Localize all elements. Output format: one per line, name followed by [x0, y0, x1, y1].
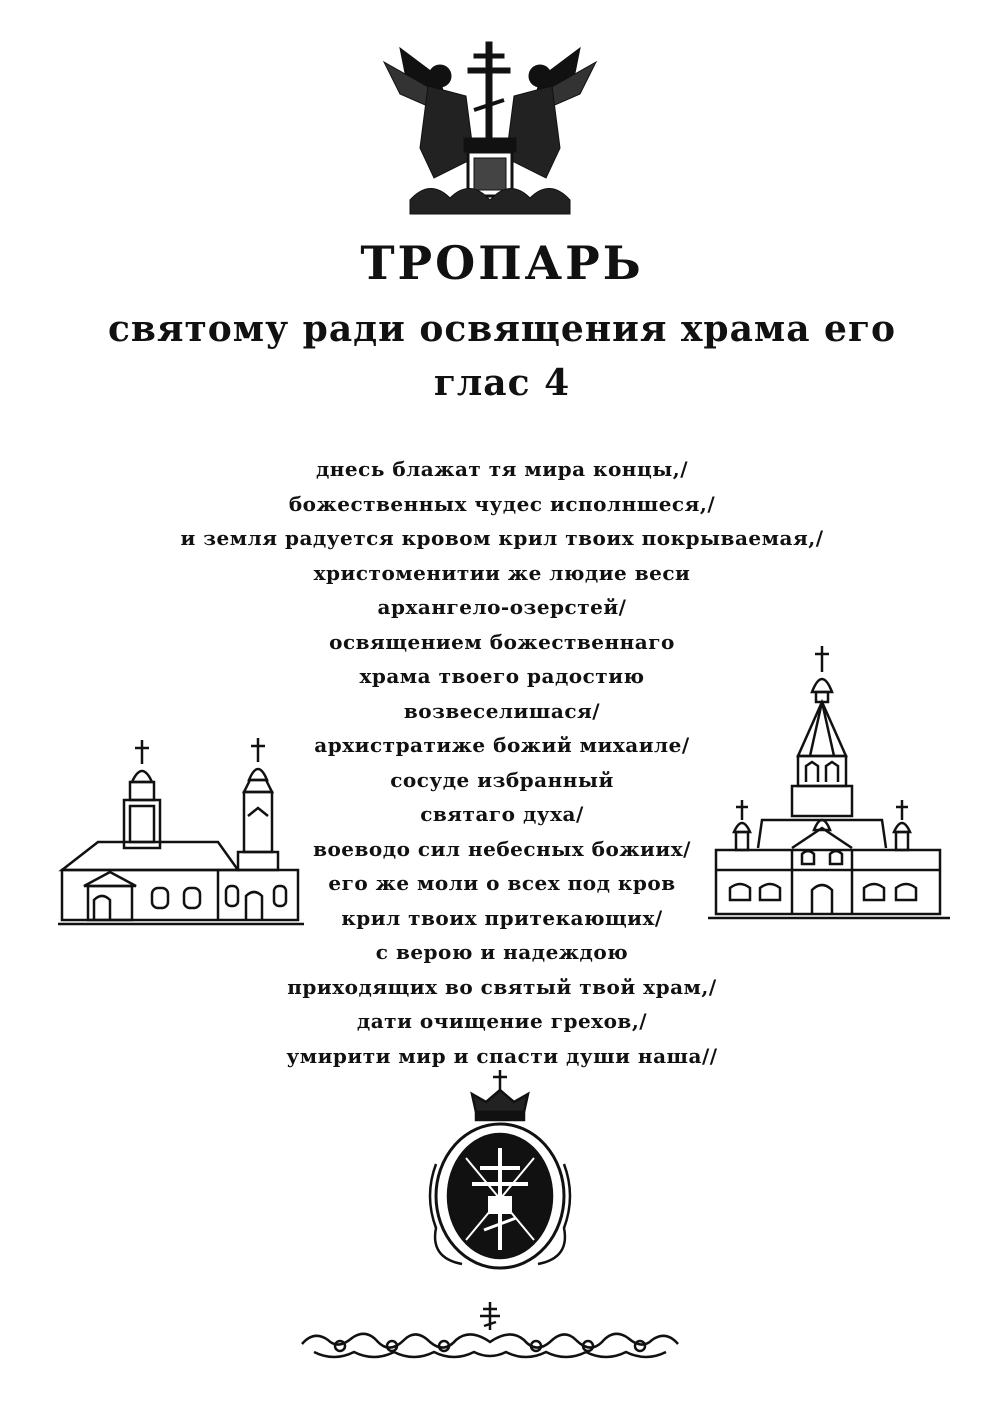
- verse-line: днесь блажат тя мира концы,/: [315, 457, 689, 481]
- verse-line: храма твоего радостию: [359, 664, 645, 688]
- verse-line: возвеселишася/: [403, 698, 601, 723]
- verse-line: святаго духа/: [420, 802, 584, 826]
- cathedral-drawing: [708, 644, 950, 924]
- tone-label: глас 4: [433, 362, 571, 404]
- verse-line: его же моли о всех под кров: [328, 871, 676, 895]
- verse-line: и земля радуется кровом крил твоих покрываемая,/: [180, 526, 824, 550]
- verse-line: умирити мир и спасти души наша//: [286, 1043, 718, 1068]
- page-subtitle: святому ради освящения храма его: [107, 308, 897, 350]
- angels-cross-engraving: [370, 38, 610, 220]
- verse-line: приходящих во святый твой храм,/: [287, 974, 717, 999]
- crowned-emblem: [422, 1068, 578, 1272]
- page-title: ТРОПАРЬ: [360, 236, 644, 290]
- verse-line: божественных чудес исполншеся,/: [288, 491, 716, 516]
- ornamental-border: [294, 1300, 686, 1368]
- verse-line: освящением божественнаго: [329, 629, 675, 654]
- verse-line: дати очищение грехов,/: [356, 1009, 648, 1033]
- verse-line: христоменитии же людие веси: [313, 560, 691, 585]
- verse-line: с верою и надеждою: [375, 940, 629, 964]
- verse-line: сосуде избранный: [390, 767, 614, 792]
- verse-line: архангело-озерстей/: [377, 595, 627, 619]
- church-drawing: [58, 736, 304, 928]
- verse-line: архистратиже божий михаиле/: [314, 733, 690, 757]
- verse-line: крил твоих притекающих/: [341, 905, 663, 930]
- verse-line: воеводо сил небесных божиих/: [313, 836, 691, 861]
